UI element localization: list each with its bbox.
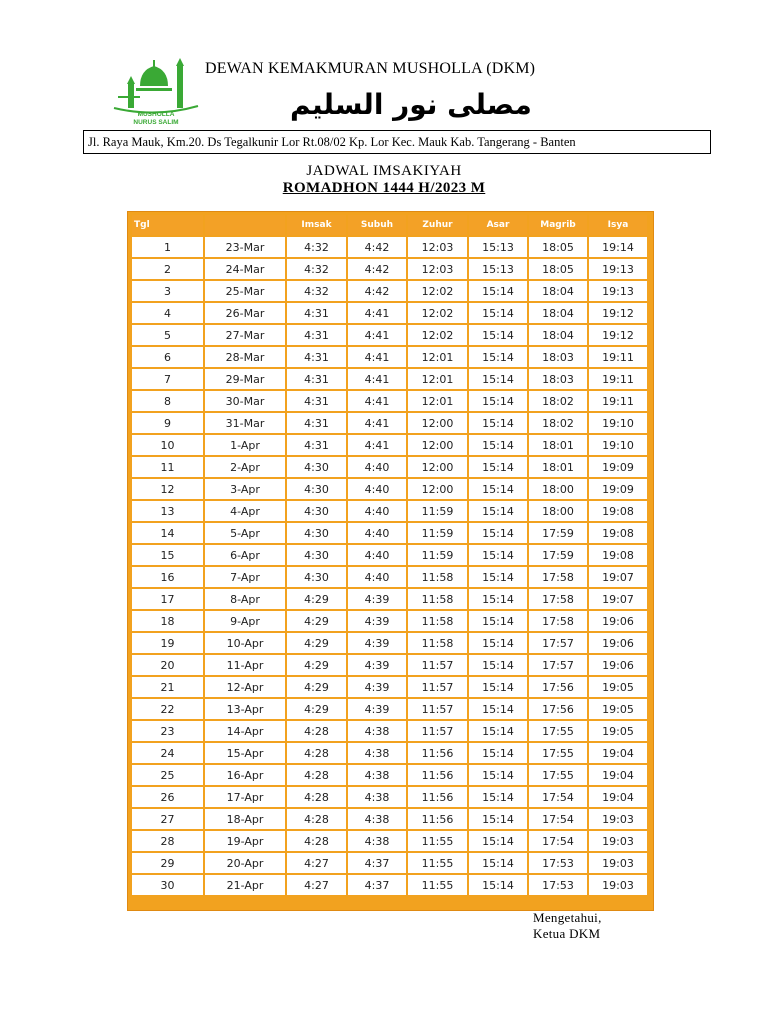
table-cell: 22 [132,699,203,719]
table-cell: 12-Apr [205,677,285,697]
table-cell: 19:14 [589,237,647,257]
table-cell: 17 [132,589,203,609]
table-cell: 4:31 [287,303,346,323]
table-cell: 17:59 [529,545,587,565]
table-cell: 18:04 [529,281,587,301]
table-cell: 19 [132,633,203,653]
table-cell: 15:14 [469,743,527,763]
table-cell: 4:37 [348,853,406,873]
table-row [132,721,647,741]
table-cell: 15:14 [469,303,527,323]
table-header-row [132,215,647,235]
table-cell: 4:38 [348,721,406,741]
table-cell: 4:30 [287,523,346,543]
table-cell: 17:54 [529,809,587,829]
footer-acknowledged: Mengetahui, [533,910,602,925]
table-cell: 21 [132,677,203,697]
table-cell: 18:00 [529,479,587,499]
table-cell: 15:13 [469,259,527,279]
table-row [132,589,647,609]
table-cell: 4:28 [287,809,346,829]
table-cell: 17:54 [529,831,587,851]
table-row [132,567,647,587]
table-cell: 17:58 [529,589,587,609]
table-cell: 20-Apr [205,853,285,873]
table-cell: 18 [132,611,203,631]
table-cell: 15:14 [469,413,527,433]
table-row [132,875,647,895]
table-cell: 19:06 [589,655,647,675]
logo-text-top: MUSHOLLA [137,111,175,118]
table-cell: 18:01 [529,457,587,477]
table-cell: 4-Apr [205,501,285,521]
table-cell: 2 [132,259,203,279]
table-row [132,545,647,565]
table-cell: 4:38 [348,809,406,829]
table-cell: 27 [132,809,203,829]
table-cell: 11:55 [408,875,467,895]
table-cell: 28 [132,831,203,851]
schedule-table [130,213,649,897]
table-cell: 11:59 [408,545,467,565]
table-cell: 4:32 [287,281,346,301]
table-cell: 19:03 [589,831,647,851]
table-row [132,347,647,367]
table-cell: 19:13 [589,259,647,279]
table-cell: 11-Apr [205,655,285,675]
footer-role: Ketua DKM [533,926,601,941]
table-cell: 15:14 [469,831,527,851]
table-cell: 4:32 [287,237,346,257]
table-cell: 17:57 [529,633,587,653]
table-cell: 16 [132,567,203,587]
table-cell: 4:28 [287,831,346,851]
table-cell: 11:57 [408,699,467,719]
table-cell: 15:14 [469,699,527,719]
table-cell: 11:59 [408,501,467,521]
table-cell: 25 [132,765,203,785]
table-cell: 19:08 [589,545,647,565]
table-cell: 11:56 [408,787,467,807]
table-cell: 19:05 [589,721,647,741]
table-cell: 14 [132,523,203,543]
table-cell: 11:55 [408,831,467,851]
table-cell: 31-Mar [205,413,285,433]
table-cell: 18:05 [529,259,587,279]
table-cell: 17:53 [529,853,587,873]
table-cell: 4:27 [287,875,346,895]
table-cell: 19:03 [589,809,647,829]
table-cell: 5 [132,325,203,345]
table-cell: 7-Apr [205,567,285,587]
table-cell: 13-Apr [205,699,285,719]
table-cell: 19:10 [589,435,647,455]
table-cell: 26 [132,787,203,807]
table-cell: 4:41 [348,413,406,433]
table-cell: 15:14 [469,435,527,455]
table-cell: 15:14 [469,677,527,697]
table-cell: 9 [132,413,203,433]
table-cell: 3 [132,281,203,301]
table-cell: 19:07 [589,567,647,587]
table-cell: 15:14 [469,787,527,807]
table-cell: 1-Apr [205,435,285,455]
table-cell: 4:31 [287,435,346,455]
table-cell: 4:27 [287,853,346,873]
table-row [132,391,647,411]
table-row [132,237,647,257]
table-cell: 4:39 [348,655,406,675]
table-cell: 29-Mar [205,369,285,389]
table-cell: 17:55 [529,721,587,741]
table-cell: 4:38 [348,831,406,851]
table-row [132,655,647,675]
table-cell: 15-Apr [205,743,285,763]
table-cell: 30-Mar [205,391,285,411]
table-cell: 4:42 [348,259,406,279]
table-cell: 11:57 [408,677,467,697]
table-cell: 12:00 [408,435,467,455]
table-row [132,435,647,455]
table-cell: 19:04 [589,765,647,785]
table-cell: 4:31 [287,391,346,411]
header-date [205,215,285,235]
table-cell: 15:14 [469,369,527,389]
table-cell: 4:38 [348,787,406,807]
table-cell: 15:14 [469,523,527,543]
table-cell: 12:03 [408,259,467,279]
table-cell: 4:30 [287,567,346,587]
table-cell: 4:29 [287,655,346,675]
header-isya: Isya [589,215,647,235]
table-cell: 12:01 [408,369,467,389]
table-cell: 9-Apr [205,611,285,631]
table-cell: 4:30 [287,545,346,565]
table-row [132,501,647,521]
table-cell: 12:00 [408,457,467,477]
table-cell: 17:55 [529,743,587,763]
table-cell: 15:14 [469,721,527,741]
table-row [132,303,647,323]
table-cell: 12:00 [408,413,467,433]
table-cell: 15:14 [469,875,527,895]
table-row [132,413,647,433]
table-cell: 19:12 [589,325,647,345]
table-cell: 19:07 [589,589,647,609]
table-cell: 19:03 [589,853,647,873]
table-cell: 3-Apr [205,479,285,499]
table-cell: 18-Apr [205,809,285,829]
table-cell: 7 [132,369,203,389]
table-cell: 30 [132,875,203,895]
table-cell: 4:32 [287,259,346,279]
table-cell: 12:01 [408,347,467,367]
table-cell: 17:56 [529,677,587,697]
table-cell: 15:14 [469,545,527,565]
table-cell: 19:11 [589,391,647,411]
table-cell: 4:41 [348,435,406,455]
table-cell: 11:55 [408,853,467,873]
table-cell: 15:14 [469,457,527,477]
table-cell: 17:59 [529,523,587,543]
table-row [132,765,647,785]
table-cell: 4:39 [348,611,406,631]
table-cell: 18:05 [529,237,587,257]
table-row [132,699,647,719]
table-cell: 18:03 [529,347,587,367]
table-cell: 19:09 [589,457,647,477]
table-cell: 15:14 [469,765,527,785]
table-cell: 4:31 [287,325,346,345]
table-cell: 4:40 [348,457,406,477]
table-cell: 17:58 [529,611,587,631]
table-cell: 19:11 [589,347,647,367]
table-cell: 4:31 [287,413,346,433]
table-cell: 5-Apr [205,523,285,543]
table-cell: 15:14 [469,479,527,499]
header-zuhur: Zuhur [408,215,467,235]
table-cell: 4:42 [348,237,406,257]
table-cell: 4:40 [348,479,406,499]
table-cell: 19-Apr [205,831,285,851]
musholla-logo [110,56,202,126]
table-cell: 19:04 [589,787,647,807]
table-cell: 4:40 [348,545,406,565]
table-cell: 24 [132,743,203,763]
table-cell: 4:29 [287,611,346,631]
table-cell: 11:57 [408,655,467,675]
table-cell: 4:37 [348,875,406,895]
table-cell: 11:58 [408,567,467,587]
header-asar: Asar [469,215,527,235]
table-cell: 4:31 [287,369,346,389]
table-row [132,611,647,631]
table-cell: 4:42 [348,281,406,301]
table-cell: 15:14 [469,347,527,367]
table-cell: 18:04 [529,303,587,323]
header-subuh: Subuh [348,215,406,235]
table-cell: 4:29 [287,699,346,719]
table-cell: 4:40 [348,567,406,587]
table-row [132,325,647,345]
arabic-name: مصلى نور السليم [290,88,532,121]
table-row [132,369,647,389]
table-cell: 4:31 [287,347,346,367]
table-cell: 4:38 [348,743,406,763]
table-cell: 11:58 [408,611,467,631]
table-cell: 12 [132,479,203,499]
table-cell: 15:14 [469,325,527,345]
table-cell: 15 [132,545,203,565]
table-cell: 4:41 [348,347,406,367]
table-cell: 19:13 [589,281,647,301]
table-cell: 15:14 [469,391,527,411]
table-cell: 19:10 [589,413,647,433]
table-cell: 17:57 [529,655,587,675]
table-cell: 15:14 [469,655,527,675]
table-cell: 15:14 [469,281,527,301]
table-cell: 2-Apr [205,457,285,477]
table-cell: 25-Mar [205,281,285,301]
table-cell: 19:03 [589,875,647,895]
table-cell: 4:30 [287,457,346,477]
table-row [132,677,647,697]
table-cell: 17-Apr [205,787,285,807]
table-cell: 4:28 [287,721,346,741]
table-cell: 11 [132,457,203,477]
table-row [132,457,647,477]
schedule-title: JADWAL IMSAKIYAH [306,163,462,179]
table-cell: 19:05 [589,677,647,697]
table-cell: 8 [132,391,203,411]
table-cell: 18:04 [529,325,587,345]
header-tgl: Tgl [132,215,203,235]
table-row [132,743,647,763]
table-cell: 23 [132,721,203,741]
table-cell: 15:14 [469,501,527,521]
table-cell: 18:03 [529,369,587,389]
table-cell: 15:14 [469,633,527,653]
table-cell: 11:56 [408,743,467,763]
schedule-subtitle: ROMADHON 1444 H/2023 M [282,180,486,196]
table-cell: 17:55 [529,765,587,785]
table-cell: 4:39 [348,633,406,653]
table-cell: 29 [132,853,203,873]
table-cell: 4:41 [348,391,406,411]
table-cell: 16-Apr [205,765,285,785]
table-cell: 24-Mar [205,259,285,279]
table-cell: 4:38 [348,765,406,785]
table-cell: 4:40 [348,523,406,543]
schedule-table-frame [127,211,654,911]
table-cell: 19:09 [589,479,647,499]
table-cell: 19:05 [589,699,647,719]
header-imsak: Imsak [287,215,346,235]
table-cell: 19:06 [589,633,647,653]
table-cell: 18:02 [529,391,587,411]
table-cell: 17:56 [529,699,587,719]
table-cell: 19:08 [589,501,647,521]
table-cell: 11:58 [408,589,467,609]
table-cell: 4:29 [287,633,346,653]
table-cell: 4:39 [348,699,406,719]
table-cell: 4:30 [287,479,346,499]
table-cell: 6-Apr [205,545,285,565]
table-cell: 4:30 [287,501,346,521]
table-row [132,853,647,873]
table-cell: 18:02 [529,413,587,433]
table-row [132,809,647,829]
table-cell: 26-Mar [205,303,285,323]
organization-title: DEWAN KEMAKMURAN MUSHOLLA (DKM) [205,60,536,77]
table-cell: 10 [132,435,203,455]
table-cell: 18:01 [529,435,587,455]
table-cell: 8-Apr [205,589,285,609]
table-cell: 11:57 [408,721,467,741]
table-cell: 12:03 [408,237,467,257]
table-row [132,787,647,807]
table-cell: 23-Mar [205,237,285,257]
table-cell: 4:29 [287,589,346,609]
table-cell: 17:53 [529,875,587,895]
table-cell: 10-Apr [205,633,285,653]
table-cell: 15:14 [469,853,527,873]
table-cell: 15:13 [469,237,527,257]
table-row [132,633,647,653]
table-cell: 4:28 [287,743,346,763]
table-row [132,479,647,499]
table-cell: 4 [132,303,203,323]
table-cell: 4:28 [287,787,346,807]
logo-text-bottom: NURUS SALIM [133,119,179,126]
table-cell: 19:12 [589,303,647,323]
table-cell: 11:56 [408,765,467,785]
table-cell: 20 [132,655,203,675]
table-row [132,281,647,301]
table-cell: 19:06 [589,611,647,631]
table-cell: 4:39 [348,677,406,697]
table-cell: 4:41 [348,369,406,389]
table-cell: 12:02 [408,325,467,345]
table-cell: 11:59 [408,523,467,543]
table-row [132,831,647,851]
table-cell: 19:08 [589,523,647,543]
table-cell: 15:14 [469,567,527,587]
table-cell: 17:54 [529,787,587,807]
table-cell: 1 [132,237,203,257]
table-row [132,259,647,279]
table-cell: 15:14 [469,809,527,829]
table-cell: 14-Apr [205,721,285,741]
table-cell: 15:14 [469,611,527,631]
table-cell: 11:58 [408,633,467,653]
table-cell: 21-Apr [205,875,285,895]
table-cell: 4:28 [287,765,346,785]
table-cell: 28-Mar [205,347,285,367]
table-cell: 19:11 [589,369,647,389]
table-cell: 19:04 [589,743,647,763]
table-cell: 4:41 [348,325,406,345]
header-magrib: Magrib [529,215,587,235]
table-cell: 12:00 [408,479,467,499]
table-cell: 27-Mar [205,325,285,345]
table-cell: 4:41 [348,303,406,323]
table-cell: 12:01 [408,391,467,411]
table-cell: 18:00 [529,501,587,521]
table-cell: 12:02 [408,303,467,323]
table-cell: 4:40 [348,501,406,521]
address-box: Jl. Raya Mauk, Km.20. Ds Tegalkunir Lor Rt.08/02 Kp. Lor Kec. Mauk Kab. Tangerang - Banten [83,130,711,154]
table-cell: 4:29 [287,677,346,697]
table-cell: 15:14 [469,589,527,609]
table-row [132,523,647,543]
table-cell: 6 [132,347,203,367]
table-cell: 12:02 [408,281,467,301]
table-cell: 13 [132,501,203,521]
table-cell: 11:56 [408,809,467,829]
table-cell: 17:58 [529,567,587,587]
table-cell: 4:39 [348,589,406,609]
